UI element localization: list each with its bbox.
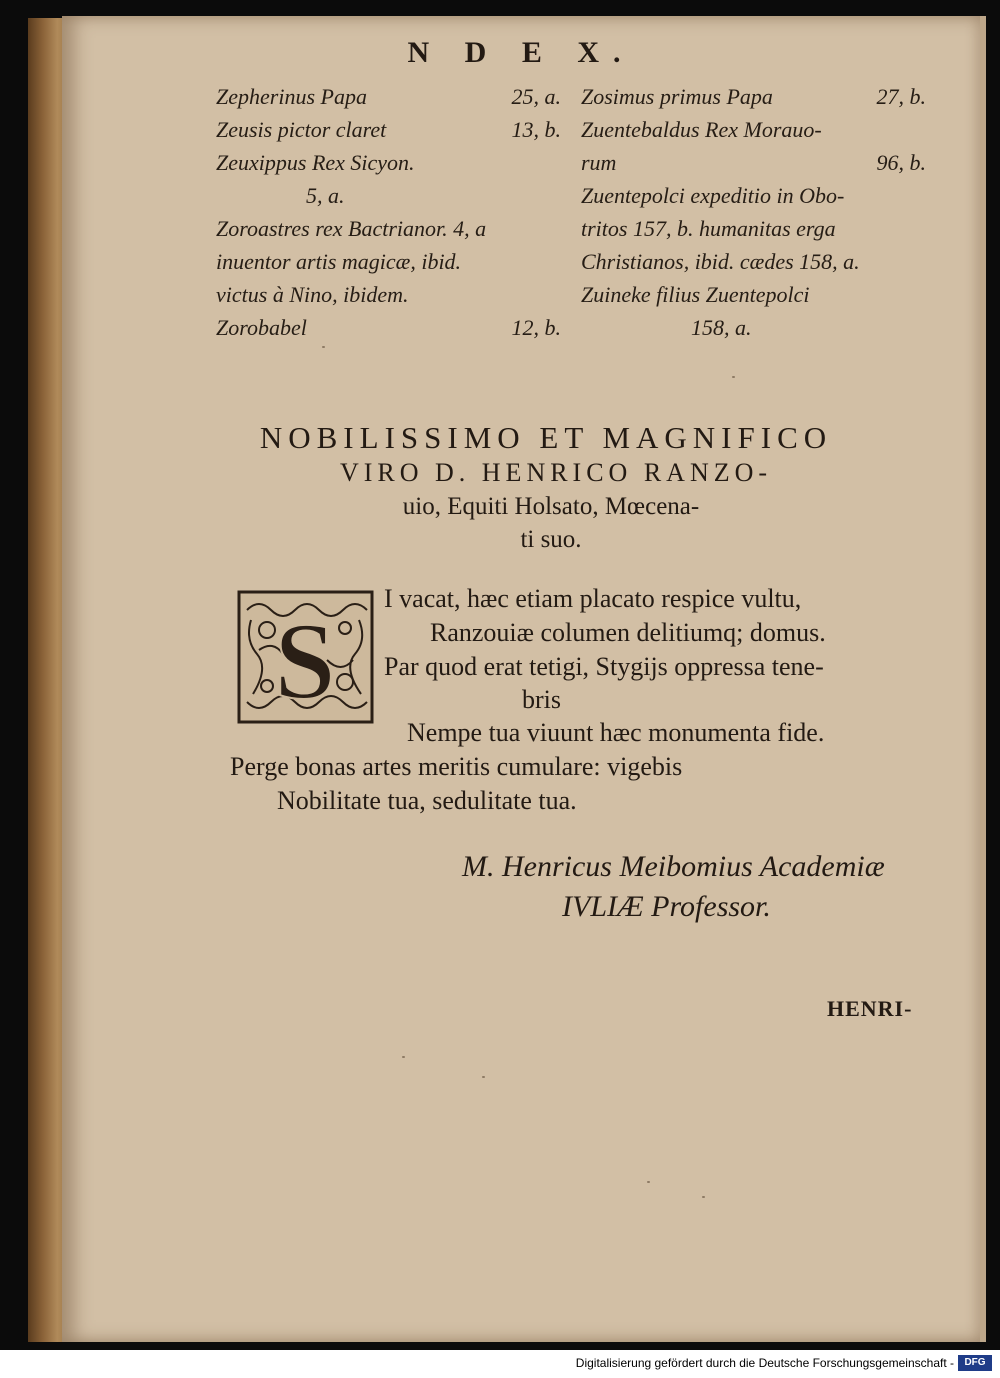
index-entry: Zuentebaldus Rex Morauo- xyxy=(581,117,822,142)
signature-line: IVLIÆ Professor. xyxy=(562,890,771,923)
dedication-heading xyxy=(62,420,980,556)
signature-line: M. Henricus Meibomius Academiæ xyxy=(462,850,885,883)
svg-text:S: S xyxy=(274,600,336,722)
dedication-line: uio, Equiti Holsato, Mœcena- xyxy=(402,493,700,520)
index-entry: tritos 157, b. humanitas erga xyxy=(581,216,836,241)
page-header: N D E X. xyxy=(407,36,635,69)
footer-bar xyxy=(0,1350,1000,1378)
index-entry: 5, a. xyxy=(306,183,345,208)
index-entry: Christianos, ibid. cædes 158, a. xyxy=(581,249,860,274)
index-entry: Zorobabel 12, b. xyxy=(216,315,561,340)
index-column-right xyxy=(581,80,926,344)
poem-line: Nobilitate tua, sedulitate tua. xyxy=(277,786,577,815)
page xyxy=(62,16,980,1342)
poem-line: Perge bonas artes meritis cumulare: vigebis xyxy=(230,752,683,781)
index-entry: Zuineke filius Zuentepolci xyxy=(581,282,810,307)
poem-line: Ranzouiæ columen delitiumq; domus. xyxy=(430,618,826,647)
footer-credit: Digitalisierung gefördert durch die Deutsche Forschungsgemeinschaft - xyxy=(575,1356,954,1370)
index-entry: 158, a. xyxy=(691,315,752,340)
index-section xyxy=(216,80,926,360)
index-entry: Zuentepolci expeditio in Obo- xyxy=(581,183,845,208)
index-entry: Zeuxippus Rex Sicyon. xyxy=(216,150,415,175)
dedication-line: ti suo. xyxy=(520,526,582,553)
poem-line: I vacat, hæc etiam placato respice vultu, xyxy=(384,584,802,613)
index-entry: Zeusis pictor claret 13, b. xyxy=(216,117,561,142)
poem-line: Nempe tua viuunt hæc monumenta fide. xyxy=(407,718,825,747)
catchword: HENRI- xyxy=(827,996,913,1021)
dedication-line: NOBILISSIMO ET MAGNIFICO xyxy=(259,420,833,455)
index-entry: inuentor artis magicæ, ibid. xyxy=(216,249,462,274)
dedication-line: VIRO D. HENRICO RANZO- xyxy=(339,458,773,487)
dfg-logo-icon: DFG xyxy=(958,1355,992,1371)
index-entry: rum 96, b. xyxy=(581,150,926,175)
index-entry: Zosimus primus Papa 27, b. xyxy=(581,84,926,109)
index-entry: Zepherinus Papa 25, a. xyxy=(216,84,561,109)
poem-line: Par quod erat tetigi, Stygijs oppressa tene- xyxy=(384,652,824,681)
page-rim xyxy=(980,16,986,1342)
index-entry: victus à Nino, ibidem. xyxy=(216,282,409,307)
index-column-left xyxy=(216,80,561,344)
index-entry: Zoroastres rex Bactrianor. 4, a xyxy=(216,216,487,241)
poem-line: bris xyxy=(522,685,561,714)
decorated-initial-icon xyxy=(237,590,374,724)
